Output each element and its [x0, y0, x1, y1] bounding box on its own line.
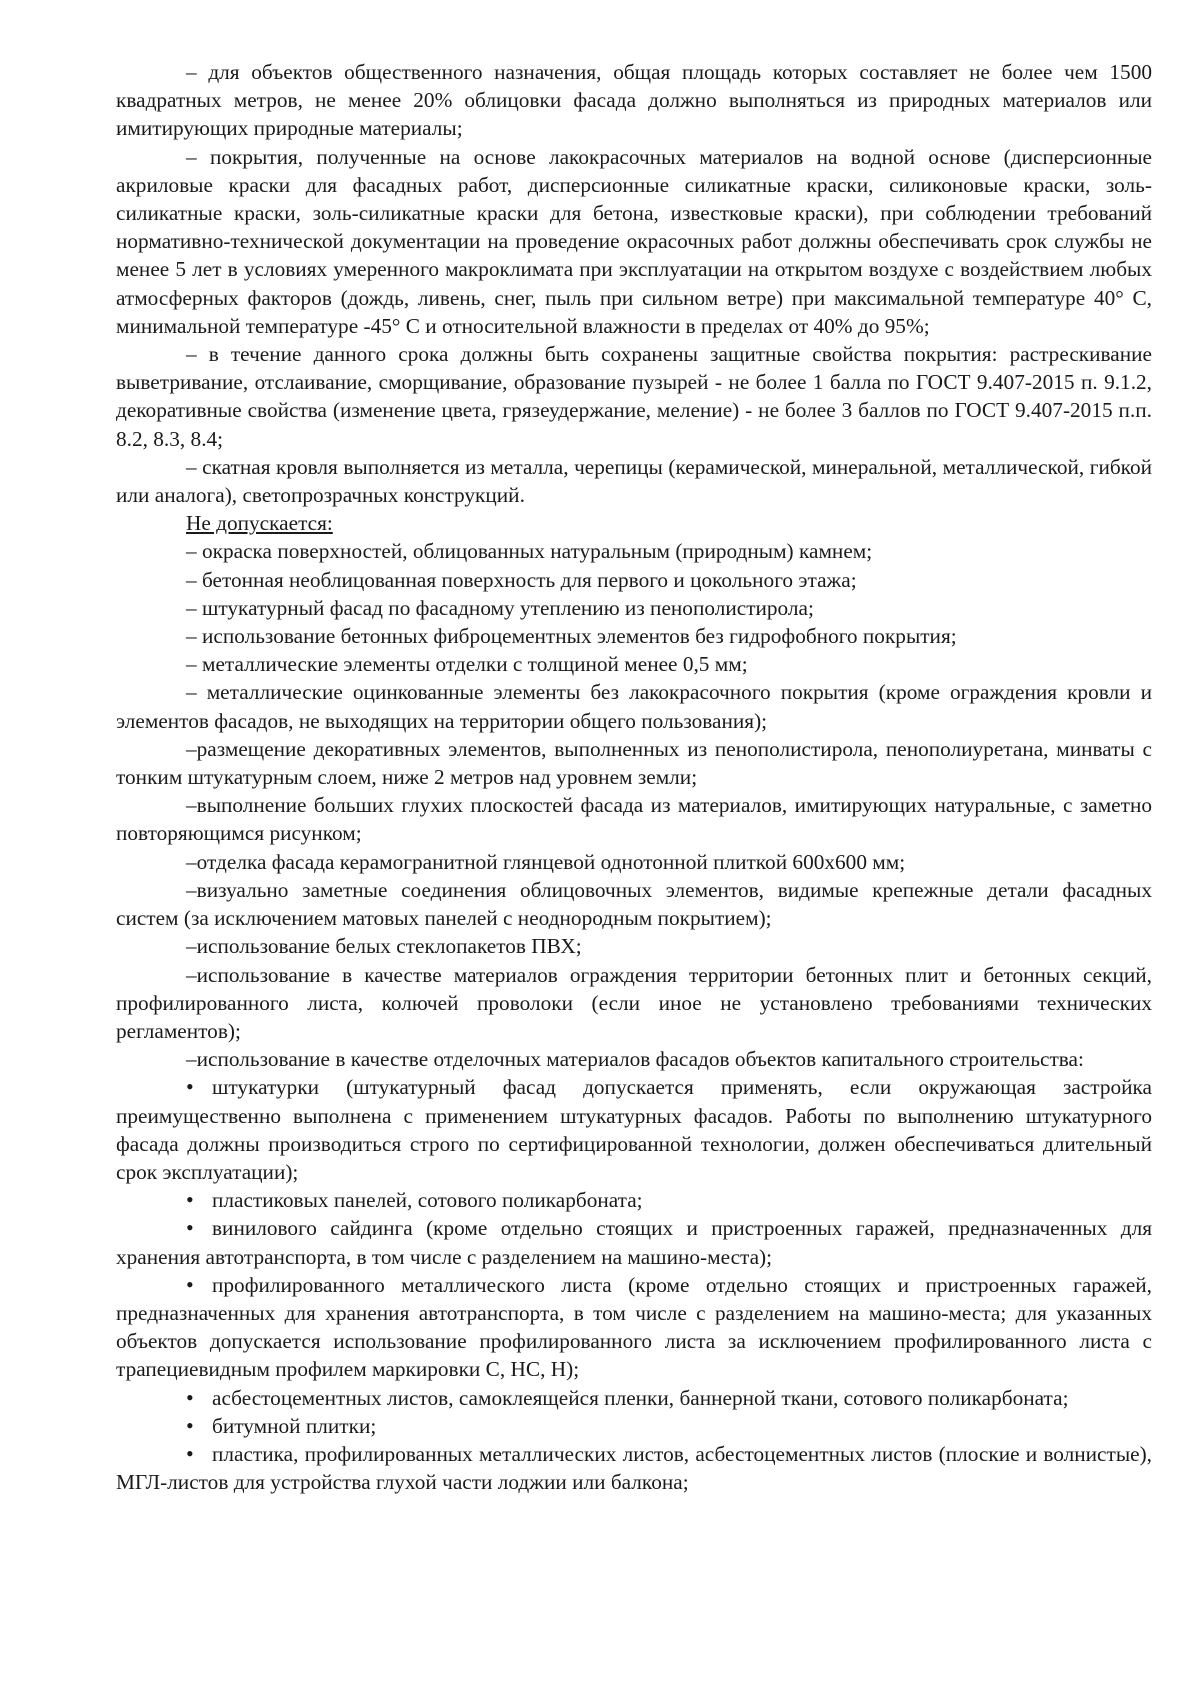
bullet-item	[116, 1186, 1152, 1214]
list-item: –размещение декоративных элементов, выполненных из пенополистирола, пенополиуретана, минваты с тонким штукатурным слоем, ниже 2 метров над уровнем земли;	[116, 736, 1152, 790]
bullet-icon	[186, 1440, 212, 1468]
list-item: –использование белых стеклопакетов ПВХ;	[186, 934, 582, 959]
bullet-item	[116, 1271, 1152, 1384]
document-page	[116, 58, 1152, 1496]
list-item: – металлические элементы отделки с толщиной менее 0,5 мм;	[186, 652, 748, 677]
bullet-icon	[186, 1073, 212, 1101]
bullet-item	[116, 1412, 1152, 1440]
list-item: – бетонная необлицованная поверхность для первого и цокольного этажа;	[186, 567, 857, 592]
bullet-text: штукатурки (штукатурный фасад допускается применять, если окружающая застройка преимущественно выполнена с применением штукатурных фасадов. Работы по выполнению штукатурного фасада должны производиться строго по сертифицированной технологии, должен обеспечиваться длительный срок эксплуатации);	[116, 1075, 1152, 1184]
bullet-text: пластиковых панелей, сотового поликарбоната;	[212, 1188, 643, 1213]
bullet-icon	[186, 1271, 212, 1299]
list-item: –отделка фасада керамогранитной глянцевой однотонной плиткой 600х600 мм;	[186, 849, 906, 874]
list-item: – штукатурный фасад по фасадному утеплению из пенополистирола;	[186, 595, 814, 620]
heading-not-allowed	[116, 509, 1152, 537]
bullet-icon	[186, 1412, 212, 1440]
list-item: – окраска поверхностей, облицованных натуральным (природным) камнем;	[186, 539, 873, 564]
list-item: –использование в качестве отделочных материалов фасадов объектов капитального строительства:	[186, 1047, 1084, 1072]
bullet-icon	[186, 1186, 212, 1214]
bullet-text: профилированного металлического листа (кроме отдельно стоящих и пристроенных гаражей, предназначенных для хранения автотранспорта, в том числе с разделением на машино-места; для указанных объектов допускается использование профилированного листа за исключением профилированного листа с трапециевидным профилем маркировки С, НС, Н);	[116, 1272, 1152, 1382]
bullet-item	[116, 1073, 1152, 1186]
bullet-icon	[186, 1214, 212, 1242]
bullet-text: асбестоцементных листов, самоклеящейся пленки, баннерной ткани, сотового поликарбоната;	[212, 1385, 1069, 1410]
paragraph-public-buildings: – для объектов общественного назначения, общая площадь которых составляет не более чем 1500 квадратных метров, не менее 20% облицовки фасада должно выполняться из природных материалов или имитирующих природные материалы;	[116, 60, 1152, 141]
heading-not-allowed-text: Не допускается:	[186, 511, 333, 536]
bullet-icon	[186, 1384, 212, 1412]
bullet-item	[116, 1214, 1152, 1270]
list-item: –визуально заметные соединения облицовочных элементов, видимые крепежные детали фасадных систем (за исключением матовых панелей с неоднородным покрытием);	[116, 877, 1152, 931]
list-item: – использование бетонных фиброцементных элементов без гидрофобного покрытия;	[186, 624, 957, 649]
bullet-text: битумной плитки;	[212, 1413, 377, 1438]
paragraph-protective-properties: – в течение данного срока должны быть сохранены защитные свойства покрытия: растрескивание выветривание, отслаивание, сморщивание, образование пузырей - не более 1 балла по ГОСТ 9.407-2015 п. 9.1.2, декоративные свойства (изменение цвета, грязеудержание, меление) - не более 3 баллов по ГОСТ 9.407-2015 п.п. 8.2, 8.3, 8.4;	[116, 342, 1152, 451]
bullet-item	[116, 1440, 1152, 1496]
bullet-item	[116, 1384, 1152, 1412]
paragraph-pitched-roof: – скатная кровля выполняется из металла, черепицы (керамической, минеральной, металлической, гибкой или аналога), светопрозрачных конструкций.	[116, 454, 1152, 508]
bullet-text: винилового сайдинга (кроме отдельно стоящих и пристроенных гаражей, предназначенных для хранения автотранспорта, в том числе с разделением на машино-места);	[116, 1216, 1152, 1269]
paragraph-paint-coatings: – покрытия, полученные на основе лакокрасочных материалов на водной основе (дисперсионные акриловые краски для фасадных работ, дисперсионные силикатные краски, силиконовые краски, золь-силикатные краски, золь-силикатные краски для бетона, известковые краски), при соблюдении требований нормативно-технической документации на проведение окрасочных работ должны обеспечивать срок службы не менее 5 лет в условиях умеренного макроклимата при эксплуатации на открытом воздухе с воздействием любых атмосферных факторов (дождь, ливень, снег, пыль при сильном ветре) при максимальной температуре 40° С, минимальной температуре -45° С и относительной влажности в пределах от 40% до 95%;	[116, 144, 1152, 338]
list-item: –использование в качестве материалов ограждения территории бетонных плит и бетонных секций, профилированного листа, колючей проволоки (если иное не установлено требованиями технических регламентов);	[116, 962, 1152, 1043]
list-item: – металлические оцинкованные элементы без лакокрасочного покрытия (кроме ограждения кровли и элементов фасадов, не выходящих на территории общего пользования);	[116, 680, 1152, 733]
list-item: –выполнение больших глухих плоскостей фасада из материалов, имитирующих натуральные, с заметно повторяющимся рисунком;	[116, 793, 1152, 846]
bullet-text: пластика, профилированных металлических листов, асбестоцементных листов (плоские и волнистые), МГЛ-листов для устройства глухой части лоджии или балкона;	[116, 1441, 1152, 1495]
